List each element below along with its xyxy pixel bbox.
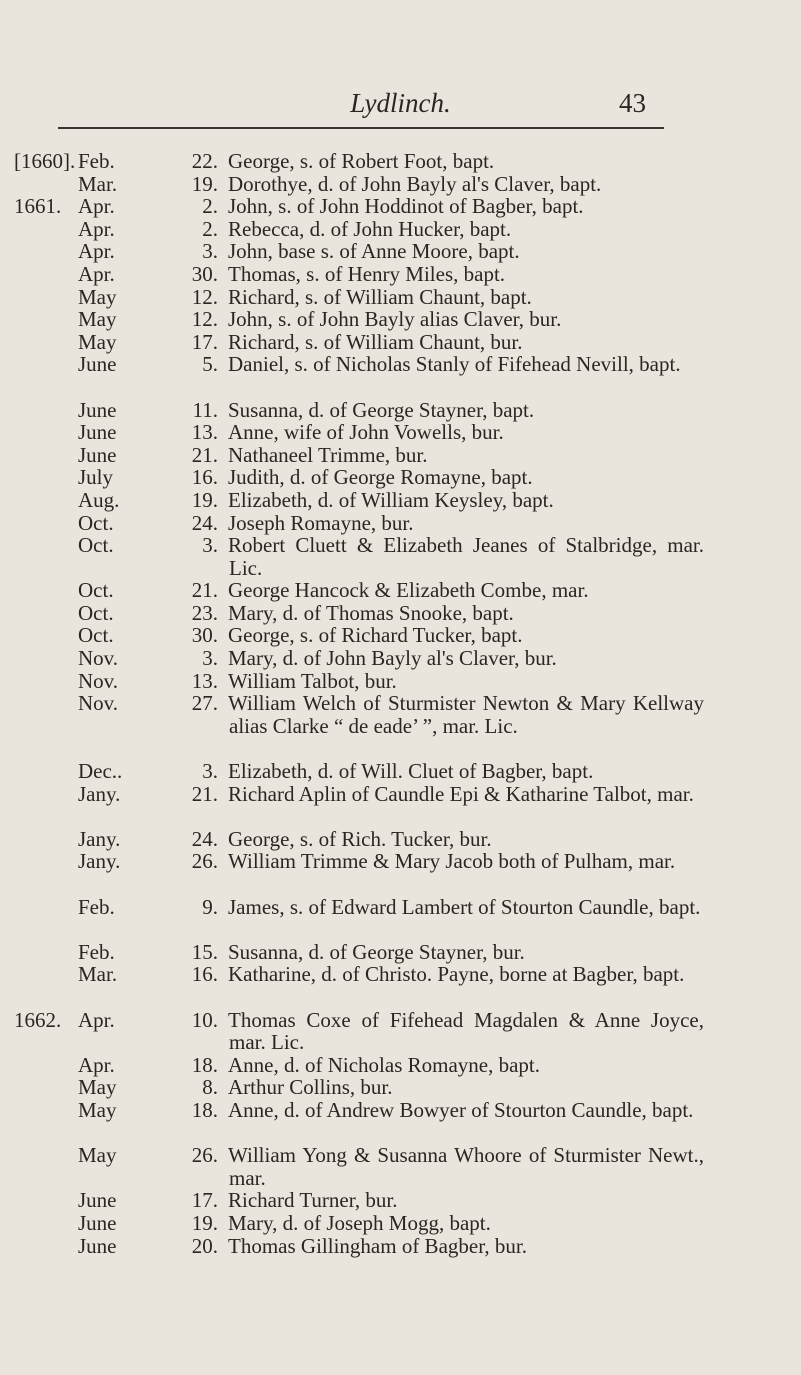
entry-month: June <box>78 1188 117 1213</box>
entry-text: George, s. of Robert Foot, bapt. <box>228 149 495 173</box>
entry-text: Thomas Gillingham of Bagber, bur. <box>228 1233 527 1258</box>
entry-text: Anne, wife of John Vowells, bur. <box>228 420 504 445</box>
entry-day: 10. <box>191 1007 218 1032</box>
entry-text: Anne, d. of Andrew Bowyer of Stourton Caundle, bapt. <box>228 1097 694 1122</box>
entry-day: 26. <box>191 849 218 874</box>
entry-day: 27. <box>191 691 218 716</box>
entry-month: Apr. <box>78 216 115 241</box>
entry-text: John, s. of John Bayly alias Claver, bur. <box>228 307 562 332</box>
entry-month: Apr. <box>78 194 115 219</box>
entry-month: Aug. <box>78 487 120 512</box>
entry-day: 21. <box>191 578 218 603</box>
entry-text: William Talbot, bur. <box>228 668 397 693</box>
register-entry <box>0 783 801 828</box>
entry-day: 26. <box>191 1143 218 1168</box>
entry-month: Feb. <box>78 894 115 919</box>
entry-day: 30. <box>191 623 218 648</box>
entry-day: 13. <box>191 420 218 445</box>
entry-text: Richard Turner, bur. <box>228 1188 398 1213</box>
entry-text: Rebecca, d. of John Hucker, bapt. <box>228 216 512 241</box>
entry-text: Arthur Collins, bur. <box>228 1075 393 1100</box>
entry-month: May <box>78 284 117 309</box>
entry-text: Joseph Romayne, bur. <box>228 510 414 535</box>
entry-month: May <box>78 1097 117 1122</box>
entry-text: George Hancock & Elizabeth Combe, mar. <box>228 578 589 603</box>
entry-month: Jany. <box>78 781 121 806</box>
register-entry <box>0 1076 801 1099</box>
entry-day: 3. <box>202 646 218 671</box>
entry-day: 30. <box>191 261 218 286</box>
entry-year: 1661. <box>14 194 62 219</box>
entry-day: 19. <box>191 1210 218 1235</box>
register-entry <box>0 828 801 851</box>
entry-month: Jany. <box>78 826 121 851</box>
register-entry <box>0 670 801 693</box>
page-number: 43 <box>619 88 646 118</box>
header-rule <box>58 127 664 129</box>
entry-text: Daniel, s. of Nicholas Stanly of Fifehead Nevill, bapt. <box>228 352 681 377</box>
entry-text: William Yong & Susanna Whoore of Sturmister Newt., mar. <box>228 1143 704 1190</box>
entry-month: June <box>78 1233 117 1258</box>
register-entry <box>0 1235 801 1258</box>
register-entry <box>0 624 801 647</box>
register-entry <box>0 1144 801 1189</box>
entry-day: 8. <box>202 1075 218 1100</box>
entry-month: Nov. <box>78 646 119 671</box>
entry-month: July <box>78 465 114 490</box>
register-entry <box>0 850 801 895</box>
entry-month: May <box>78 329 117 354</box>
entry-month: Oct. <box>78 578 114 603</box>
entry-month: Apr. <box>78 261 115 286</box>
entry-text: John, base s. of Anne Moore, bapt. <box>228 239 520 264</box>
entry-text: William Welch of Sturmister Newton & Mary Kellway alias Clarke “ de eade’ ”, mar. Lic. <box>228 691 704 738</box>
entry-month: Feb. <box>78 939 115 964</box>
entry-month: Mar. <box>78 962 118 987</box>
register-entry <box>0 444 801 467</box>
entry-day: 2. <box>202 216 218 241</box>
entry-text: James, s. of Edward Lambert of Stourton Caundle, bapt. <box>228 894 701 919</box>
entry-text: Katharine, d. of Christo. Payne, borne at Bagber, bapt. <box>228 962 685 987</box>
entry-day: 23. <box>191 600 218 625</box>
entry-day: 12. <box>191 284 218 309</box>
register-entry <box>0 1009 801 1054</box>
entry-day: 19. <box>191 171 218 196</box>
entry-text: Anne, d. of Nicholas Romayne, bapt. <box>228 1052 541 1077</box>
entry-day: 3. <box>202 533 218 558</box>
register-entry <box>0 466 801 489</box>
entry-day: 16. <box>191 465 218 490</box>
entry-month: Dec.. <box>78 759 123 784</box>
register-entry <box>0 1099 801 1144</box>
entry-text: Mary, d. of Joseph Mogg, bapt. <box>228 1210 491 1235</box>
register-entry <box>0 647 801 670</box>
entry-text: Mary, d. of Thomas Snooke, bapt. <box>228 600 514 625</box>
register-entry <box>0 218 801 241</box>
entry-month: Jany. <box>78 849 121 874</box>
entry-text: Susanna, d. of George Stayner, bapt. <box>228 397 535 422</box>
register-entry <box>0 963 801 1008</box>
entry-text: John, s. of John Hoddinot of Bagber, bapt. <box>228 194 584 219</box>
register-entry <box>0 579 801 602</box>
entry-month: Oct. <box>78 533 114 558</box>
entry-month: Apr. <box>78 1007 115 1032</box>
entry-text: Elizabeth, d. of William Keysley, bapt. <box>228 487 554 512</box>
entry-text: Richard Aplin of Caundle Epi & Katharine Talbot, mar. <box>228 781 694 806</box>
register-entry <box>0 399 801 422</box>
entry-text: Thomas, s. of Henry Miles, bapt. <box>228 261 506 286</box>
entry-day: 13. <box>191 668 218 693</box>
entry-text: Susanna, d. of George Stayner, bur. <box>228 939 525 964</box>
entry-month: Oct. <box>78 623 114 648</box>
entry-month: May <box>78 1075 117 1100</box>
entry-month: June <box>78 397 117 422</box>
entry-month: June <box>78 420 117 445</box>
page-header <box>0 88 801 128</box>
entry-text: Judith, d. of George Romayne, bapt. <box>228 465 533 490</box>
entry-day: 15. <box>191 939 218 964</box>
entry-text: Robert Cluett & Elizabeth Jeanes of Stalbridge, mar. Lic. <box>228 533 704 580</box>
register-entry <box>0 941 801 964</box>
entry-day: 16. <box>191 962 218 987</box>
entry-day: 12. <box>191 307 218 332</box>
entry-day: 17. <box>191 329 218 354</box>
entry-day: 9. <box>202 894 218 919</box>
entry-text: George, s. of Richard Tucker, bapt. <box>228 623 523 648</box>
entry-month: May <box>78 307 117 332</box>
entry-month: Oct. <box>78 600 114 625</box>
register-entry <box>0 760 801 783</box>
entry-text: William Trimme & Mary Jacob both of Pulham, mar. <box>228 849 676 874</box>
entry-day: 24. <box>191 510 218 535</box>
entry-day: 22. <box>191 149 218 173</box>
entry-day: 19. <box>191 487 218 512</box>
entry-day: 20. <box>191 1233 218 1258</box>
entry-day: 3. <box>202 759 218 784</box>
register-entry <box>0 1212 801 1235</box>
register-entry <box>0 1189 801 1212</box>
register-entry <box>0 896 801 941</box>
entry-text: Dorothye, d. of John Bayly al's Claver, bapt. <box>228 171 602 196</box>
page-title: Lydlinch. <box>350 88 451 118</box>
register-entry <box>0 1054 801 1077</box>
entry-day: 21. <box>191 442 218 467</box>
register-entry <box>0 602 801 625</box>
register-entry <box>0 512 801 535</box>
register-entry <box>0 692 801 760</box>
entry-month: Nov. <box>78 691 119 716</box>
register-entry <box>0 308 801 331</box>
register-entry <box>0 240 801 263</box>
entry-day: 24. <box>191 826 218 851</box>
entry-day: 5. <box>202 352 218 377</box>
register-entry <box>0 150 801 173</box>
entry-month: June <box>78 352 117 377</box>
entry-month: Mar. <box>78 171 118 196</box>
entry-month: Nov. <box>78 668 119 693</box>
entry-day: 18. <box>191 1097 218 1122</box>
entry-day: 3. <box>202 239 218 264</box>
entry-day: 21. <box>191 781 218 806</box>
entry-year: [1660]. <box>14 149 76 173</box>
register-entry <box>0 263 801 286</box>
entry-text: Richard, s. of William Chaunt, bapt. <box>228 284 532 309</box>
register-entry <box>0 421 801 444</box>
entry-text: George, s. of Rich. Tucker, bur. <box>228 826 492 851</box>
entry-month: Apr. <box>78 1052 115 1077</box>
register-entry <box>0 331 801 354</box>
register-entry <box>0 195 801 218</box>
entry-text: Nathaneel Trimme, bur. <box>228 442 428 467</box>
register-entry <box>0 489 801 512</box>
entry-month: June <box>78 1210 117 1235</box>
register-entry <box>0 534 801 579</box>
entry-day: 11. <box>192 397 218 422</box>
register-entry <box>0 173 801 196</box>
entry-text: Elizabeth, d. of Will. Cluet of Bagber, bapt. <box>228 759 594 784</box>
entry-month: Feb. <box>78 149 115 173</box>
register-entry <box>0 286 801 309</box>
register-entries <box>0 150 801 1257</box>
entry-month: June <box>78 442 117 467</box>
entry-year: 1662. <box>14 1007 62 1032</box>
entry-day: 17. <box>191 1188 218 1213</box>
entry-day: 2. <box>202 194 218 219</box>
entry-text: Richard, s. of William Chaunt, bur. <box>228 329 523 354</box>
entry-text: Thomas Coxe of Fifehead Magdalen & Anne Joyce, mar. Lic. <box>228 1007 704 1055</box>
entry-month: May <box>78 1143 117 1168</box>
entry-day: 18. <box>191 1052 218 1077</box>
entry-month: Oct. <box>78 510 114 535</box>
entry-text: Mary, d. of John Bayly al's Claver, bur. <box>228 646 557 671</box>
entry-month: Apr. <box>78 239 115 264</box>
register-entry <box>0 353 801 398</box>
